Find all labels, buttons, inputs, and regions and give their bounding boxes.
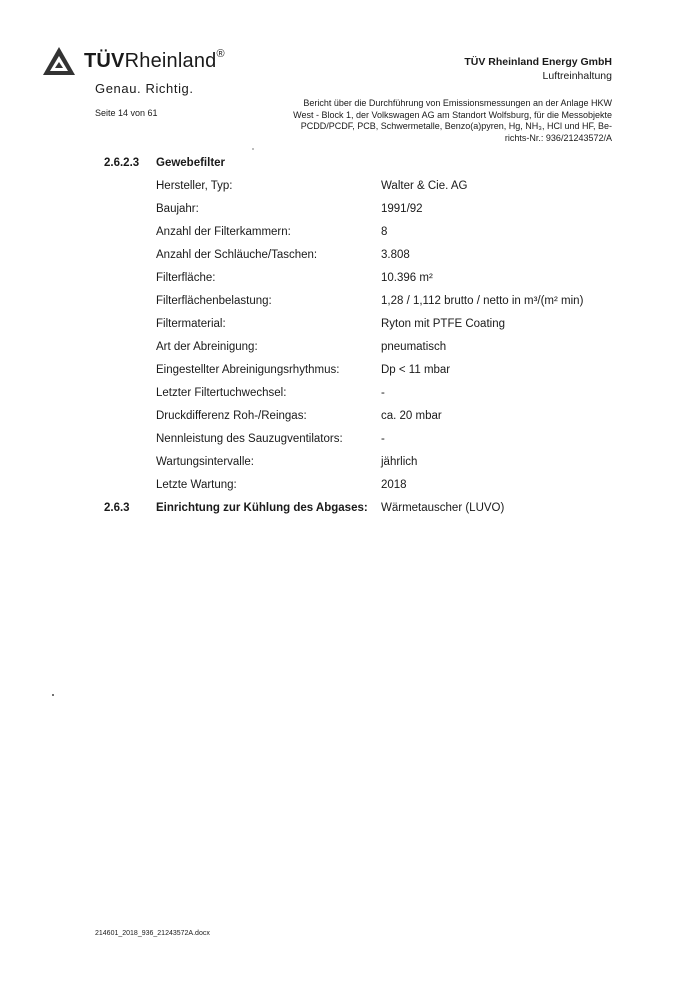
row-label: Letzter Filtertuchwechsel:: [156, 387, 287, 399]
row-value: 8: [381, 226, 388, 238]
row-label: Hersteller, Typ:: [156, 180, 233, 192]
section-title: Einrichtung zur Kühlung des Abgases:: [156, 502, 368, 514]
logo-registered: ®: [216, 47, 225, 60]
report-description: [282, 98, 612, 144]
section-title: Gewebefilter: [156, 157, 226, 169]
row-value: 1991/92: [381, 203, 423, 215]
row-value: Walter & Cie. AG: [381, 180, 468, 192]
row-value: 1,28 / 1,112 brutto / netto in m³/(m² min): [381, 295, 584, 307]
logo-brand: TÜV: [84, 49, 125, 72]
row-label: Letzte Wartung:: [156, 479, 237, 491]
report-line: richts-Nr.: 936/21243572/A: [504, 132, 612, 143]
row-label: Art der Abreinigung:: [156, 341, 258, 353]
tuv-triangle-icon: [42, 45, 76, 77]
section-number: 2.6.3: [104, 502, 130, 514]
row-label: Eingestellter Abreinigungsrhythmus:: [156, 364, 340, 376]
company-name: TÜV Rheinland Energy GmbH: [464, 56, 612, 68]
tuv-logo: [42, 45, 225, 77]
row-value: jährlich: [381, 456, 418, 468]
section-number: 2.6.2.3: [104, 157, 140, 169]
report-line: West - Block 1, der Volkswagen AG am Standort Wolfsburg, für die Messobjekte: [293, 109, 612, 120]
slogan: Genau. Richtig.: [95, 81, 194, 96]
scan-speck: [52, 694, 54, 696]
row-value: -: [381, 387, 385, 399]
row-value: -: [381, 433, 385, 445]
row-label: Filterflächenbelastung:: [156, 295, 272, 307]
report-line: Bericht über die Durchführung von Emissionsmessungen an der Anlage HKW: [303, 98, 612, 108]
page-number: Seite 14 von 61: [95, 108, 158, 118]
department: Luftreinhaltung: [542, 70, 612, 82]
company-block: [464, 56, 612, 82]
report-line: PCDD/PCDF, PCB, Schwermetalle, Benzo(a)pyren, Hg, NH₃, HCl und HF, Be-: [300, 121, 612, 131]
scan-speck: [252, 148, 254, 150]
row-label: Anzahl der Schläuche/Taschen:: [156, 249, 318, 261]
row-value: ca. 20 mbar: [381, 410, 442, 422]
row-label: Nennleistung des Sauzugventilators:: [156, 433, 343, 445]
row-label: Baujahr:: [156, 203, 199, 215]
row-value: pneumatisch: [381, 341, 447, 353]
row-value: Dp < 11 mbar: [381, 364, 451, 376]
footer-filename: 214601_2018_936_21243572A.docx: [95, 930, 210, 937]
row-value: Wärmetauscher (LUVO): [381, 502, 505, 514]
row-value: Ryton mit PTFE Coating: [381, 318, 505, 330]
row-label: Filterfläche:: [156, 272, 216, 284]
row-label: Filtermaterial:: [156, 318, 226, 330]
row-value: 2018: [381, 479, 407, 491]
logo-name: Rheinland: [124, 49, 217, 72]
row-value: 10.396 m²: [381, 272, 433, 284]
logo-wordmark: [84, 47, 225, 73]
row-label: Anzahl der Filterkammern:: [156, 226, 291, 238]
row-label: Druckdifferenz Roh-/Reingas:: [156, 410, 307, 422]
row-label: Wartungsintervalle:: [156, 456, 255, 468]
row-value: 3.808: [381, 249, 410, 261]
